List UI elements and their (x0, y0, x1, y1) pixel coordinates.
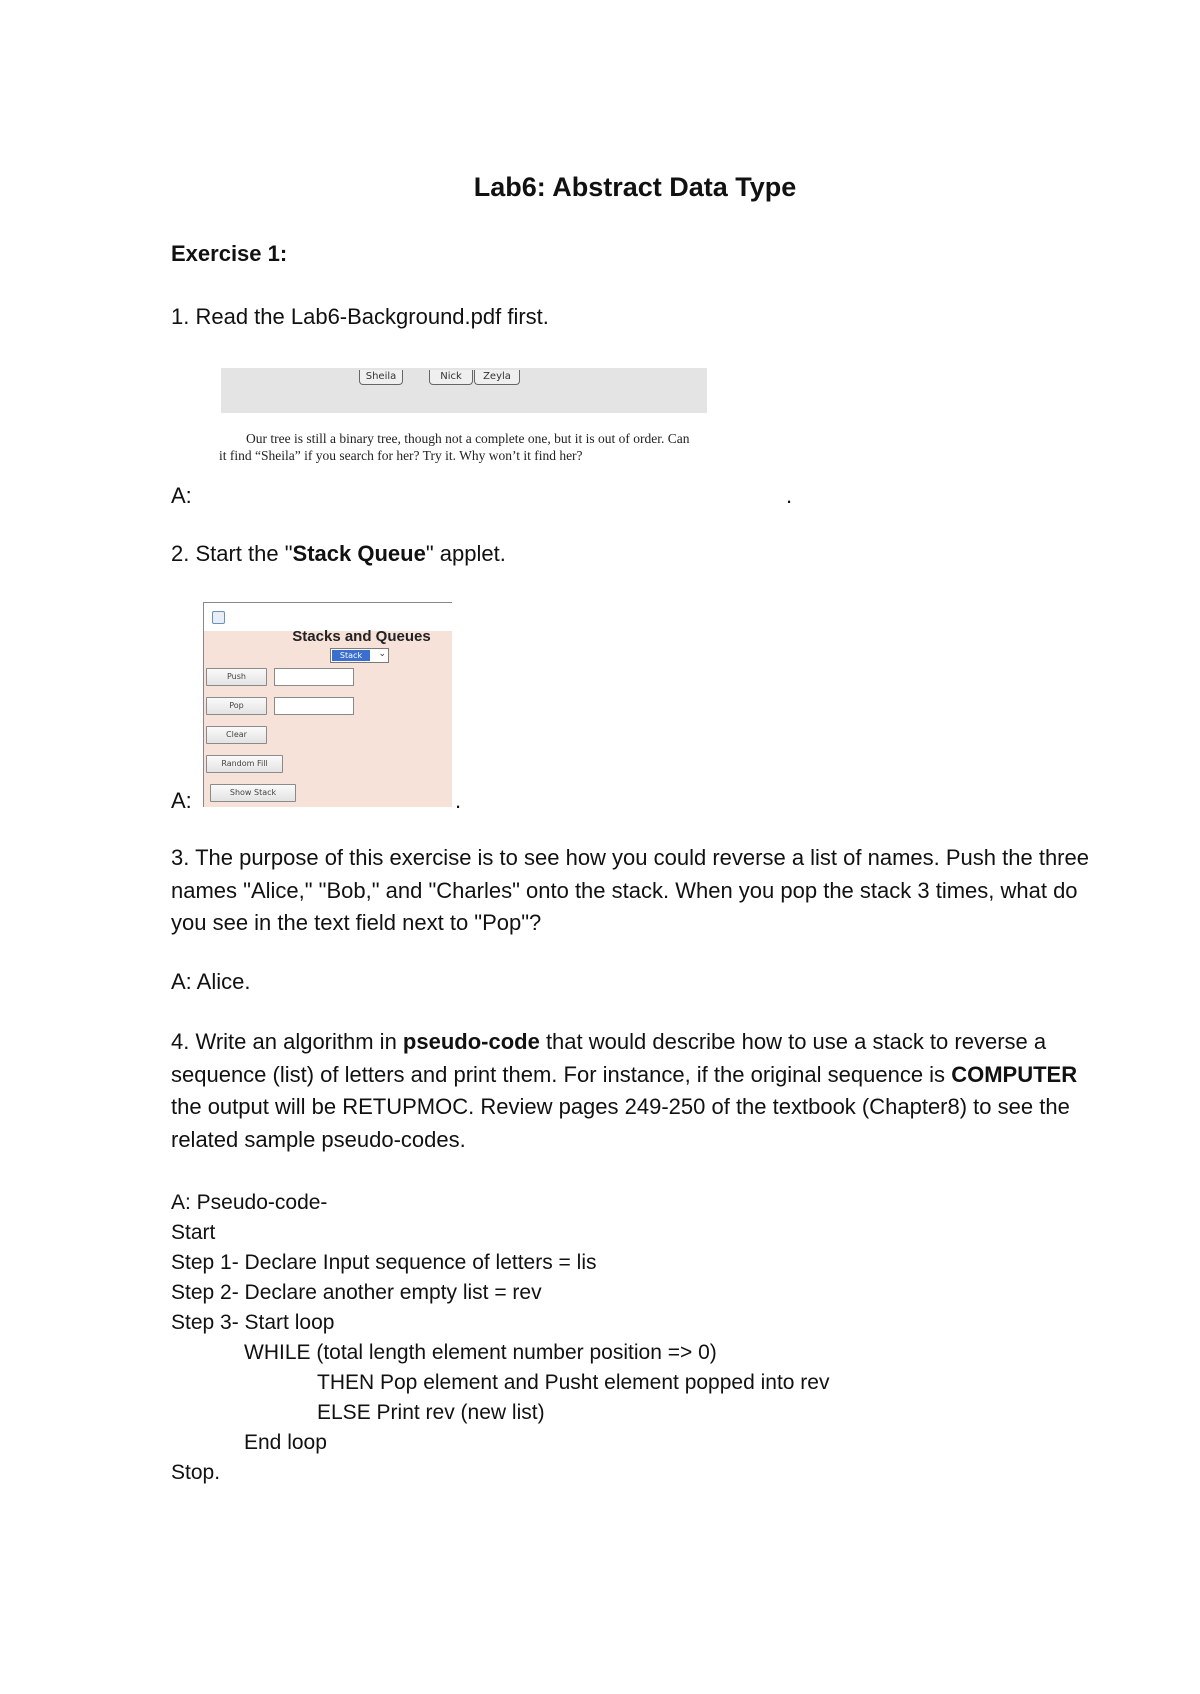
question-4-computer: COMPUTER (951, 1061, 1078, 1087)
answer-line-4: Step 2- Declare another empty list = rev (171, 1281, 542, 1304)
answer-1-end: . (786, 483, 793, 508)
answer-1-label: A: (171, 483, 192, 508)
question-2 (171, 538, 506, 570)
answer-line-9: End loop (244, 1431, 327, 1454)
answer-line-10: Stop. (171, 1461, 221, 1484)
question-2-applet-name: Stack Queue (292, 541, 426, 566)
answer-line-6: WHILE (total length element number position => 0) (244, 1341, 717, 1364)
answer-line-5: Step 3- Start loop (171, 1311, 335, 1334)
figure-caption-line-1: Our tree is still a binary tree, though not a complete one, but it is out of order. Can (246, 431, 690, 446)
question-4-part-3: the output will be RETUPMOC. Review pages 249-250 of the textbook (Chapter8) to see the related sample pseudo-codes. (171, 1094, 1070, 1152)
chevron-down-icon: ⌄ (378, 648, 386, 658)
question-1: 1. Read the Lab6-Background.pdf first. (171, 304, 549, 329)
question-4 (171, 1026, 1101, 1156)
tree-figure (221, 368, 707, 413)
question-3: 3. The purpose of this exercise is to see how you could reverse a list of names. Push the three names "Alice," "Bob," and "Charles" onto the stack. When you pop the stack 3 times, what do you see in the text field next to "Pop"? (171, 845, 1089, 935)
applet-titlebar (204, 602, 452, 631)
answer-3: A: Alice. (171, 969, 251, 994)
push-field (274, 668, 354, 686)
java-icon (212, 611, 225, 624)
applet-title: Stacks and Queues (292, 628, 431, 645)
exercise-heading: Exercise 1: (171, 241, 288, 266)
answer-line-1: A: Pseudo-code- (171, 1191, 328, 1214)
random-fill-button: Random Fill (206, 755, 283, 773)
answer-line-3: Step 1- Declare Input sequence of letters = lis (171, 1251, 597, 1274)
answer-2-label: A: (171, 788, 192, 813)
stack-queue-applet-screenshot (203, 602, 452, 807)
tree-node-sheila: Sheila (359, 370, 403, 385)
mode-select (330, 648, 389, 663)
question-4-pseudo-code: pseudo-code (402, 1029, 540, 1054)
answer-line-8: ELSE Print rev (new list) (317, 1401, 545, 1424)
question-4-part-1: 4. Write an algorithm in (171, 1029, 403, 1054)
answer-2-end: . (455, 788, 462, 813)
page-title: Lab6: Abstract Data Type (473, 172, 797, 202)
show-stack-button: Show Stack (210, 784, 296, 802)
pop-field (274, 697, 354, 715)
tree-node-nick: Nick (429, 370, 473, 385)
question-4-part-2: that would describe how to use a stack to reverse a sequence (list) of letters and print them. For instance, if the original sequence is (171, 1029, 1047, 1087)
pop-button: Pop (206, 697, 267, 715)
tree-node-zeyla: Zeyla (474, 370, 520, 385)
figure-caption-line-2: it find “Sheila” if you search for her? Try it. Why won’t it find her? (219, 448, 583, 463)
answer-line-7: THEN Pop element and Pusht element popped into rev (317, 1371, 830, 1394)
mode-select-value: Stack (332, 650, 370, 661)
answer-line-2: Start (171, 1221, 216, 1244)
question-2-suffix: " applet. (425, 541, 506, 566)
clear-button: Clear (206, 726, 267, 744)
push-button: Push (206, 668, 267, 686)
question-2-prefix: 2. Start the " (171, 541, 293, 566)
